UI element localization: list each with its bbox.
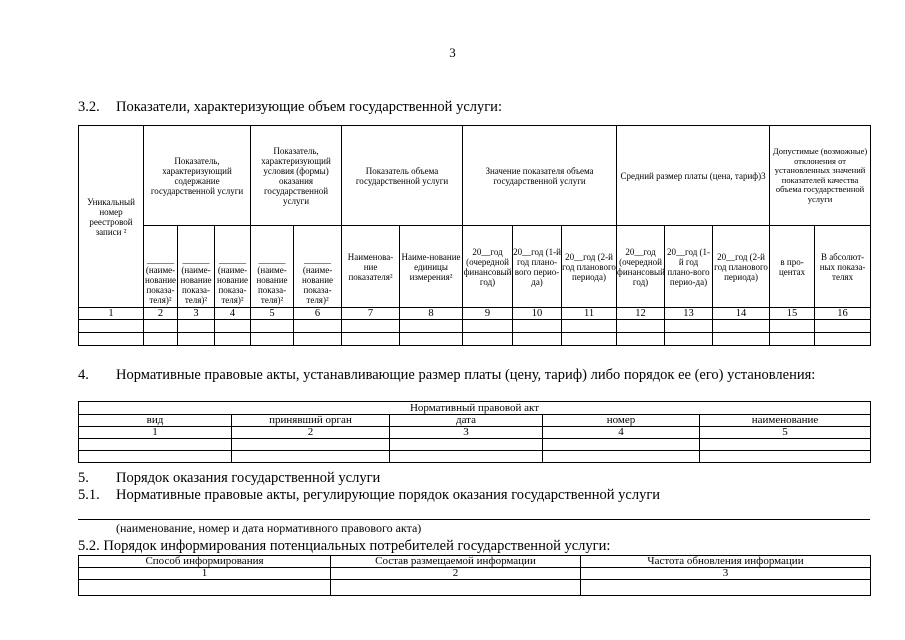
section-number: 3.2. xyxy=(78,99,100,115)
section-title: Порядок оказания государственной услуги xyxy=(116,470,381,486)
page-number: 3 xyxy=(449,45,456,60)
subheader-indicator-name: Наименова-ние показателя² xyxy=(342,226,400,308)
section-number: 4. xyxy=(78,367,89,383)
column-numbers-row: 1 2 3 4 5 xyxy=(79,427,871,439)
table-row xyxy=(79,580,871,596)
subheader-condition-2: ______ (наиме-нование показа-теля)² xyxy=(294,226,342,308)
subheader-deviation-absolute: В абсолют-ных показа-телях xyxy=(815,226,871,308)
legal-acts-fee-table xyxy=(78,401,871,463)
header-conditions-indicator: Показатель, характеризующий условия (формы) оказания государственной услуги xyxy=(251,126,342,226)
section-title: Нормативные правовые акты, регулирующие порядок оказания государственной услуги xyxy=(116,487,661,503)
section-number: 5.1. xyxy=(78,487,100,503)
subheader-value-year-1: 20__год (очередной финансовый год) xyxy=(463,226,513,308)
header-content-indicator: Показатель, характеризующий содержание государственной услуги xyxy=(144,126,251,226)
subheader-value-year-2: 20__год (1-й год плано-вого перио-да) xyxy=(513,226,562,308)
column-number: номер xyxy=(543,415,700,427)
column-name: наименование xyxy=(700,415,871,427)
section-5-heading xyxy=(78,470,380,487)
column-issuing-body: принявший орган xyxy=(232,415,390,427)
section-5-2-heading: 5.2. Порядок информирования потенциальных потребителей государственной услуги: xyxy=(78,538,611,554)
column-numbers-row: 1 2 3 xyxy=(79,568,871,580)
column-type: вид xyxy=(79,415,232,427)
subheader-fee-year-2: 20__год (1-й год плано-вого перио-да) xyxy=(665,226,713,308)
header-average-fee: Средний размер платы (цена, тариф)3 xyxy=(617,126,770,226)
table-row xyxy=(79,333,871,346)
column-numbers-row: 1 2 3 4 5 6 7 8 9 10 11 12 13 14 15 16 xyxy=(79,308,871,320)
header-volume-indicator: Показатель объема государственной услуги xyxy=(342,126,463,226)
column-date: дата xyxy=(390,415,543,427)
subheader-fee-year-1: 20__год (очередной финансовый год) xyxy=(617,226,665,308)
section-3-2-heading xyxy=(78,99,502,116)
volume-indicators-table xyxy=(78,125,871,346)
subheader-value-year-3: 20__год (2-й год планового периода) xyxy=(562,226,617,308)
subheader-content-3: ______ (наиме-нование показа-теля)² xyxy=(215,226,251,308)
header-unique-number: Уникальный номер реестровой записи ² xyxy=(79,126,144,308)
table-row xyxy=(79,320,871,333)
subheader-content-2: ______ (наиме-нование показа-теля)² xyxy=(178,226,215,308)
section-number: 5. xyxy=(78,470,89,486)
fill-in-line xyxy=(78,519,870,520)
section-title: Показатели, характеризующие объем государственной услуги: xyxy=(116,99,502,115)
table-row xyxy=(79,451,871,463)
column-info-content: Состав размещаемой информации xyxy=(331,556,581,568)
informing-methods-table xyxy=(78,555,871,596)
subheader-deviation-percent: в про-центах xyxy=(770,226,815,308)
section-4-heading xyxy=(78,367,815,384)
subheader-unit-name: Наиме-нование единицы измерения² xyxy=(400,226,463,308)
column-update-frequency: Частота обновления информации xyxy=(581,556,871,568)
table-row xyxy=(79,439,871,451)
subheader-content-1: ______ (наиме-нование показа-теля)² xyxy=(144,226,178,308)
header-allowed-deviation: Допустимые (возможные) отклонения от установленных значений показателей качества объема государственной услуги xyxy=(770,126,871,226)
subheader-condition-1: ______ (наиме-нование показа-теля)² xyxy=(251,226,294,308)
header-volume-value: Значение показателя объема государственной услуги xyxy=(463,126,617,226)
section-5-1-heading xyxy=(78,487,660,504)
section-title: Нормативные правовые акты, устанавливающие размер платы (цену, тариф) либо порядок ее (его) установления: xyxy=(116,367,816,383)
column-informing-method: Способ информирования xyxy=(79,556,331,568)
legal-act-caption: (наименование, номер и дата нормативного правового акта) xyxy=(116,521,422,535)
subheader-fee-year-3: 20__год (2-й год планового периода) xyxy=(713,226,770,308)
legal-act-table-title: Нормативный правовой акт xyxy=(79,402,871,415)
